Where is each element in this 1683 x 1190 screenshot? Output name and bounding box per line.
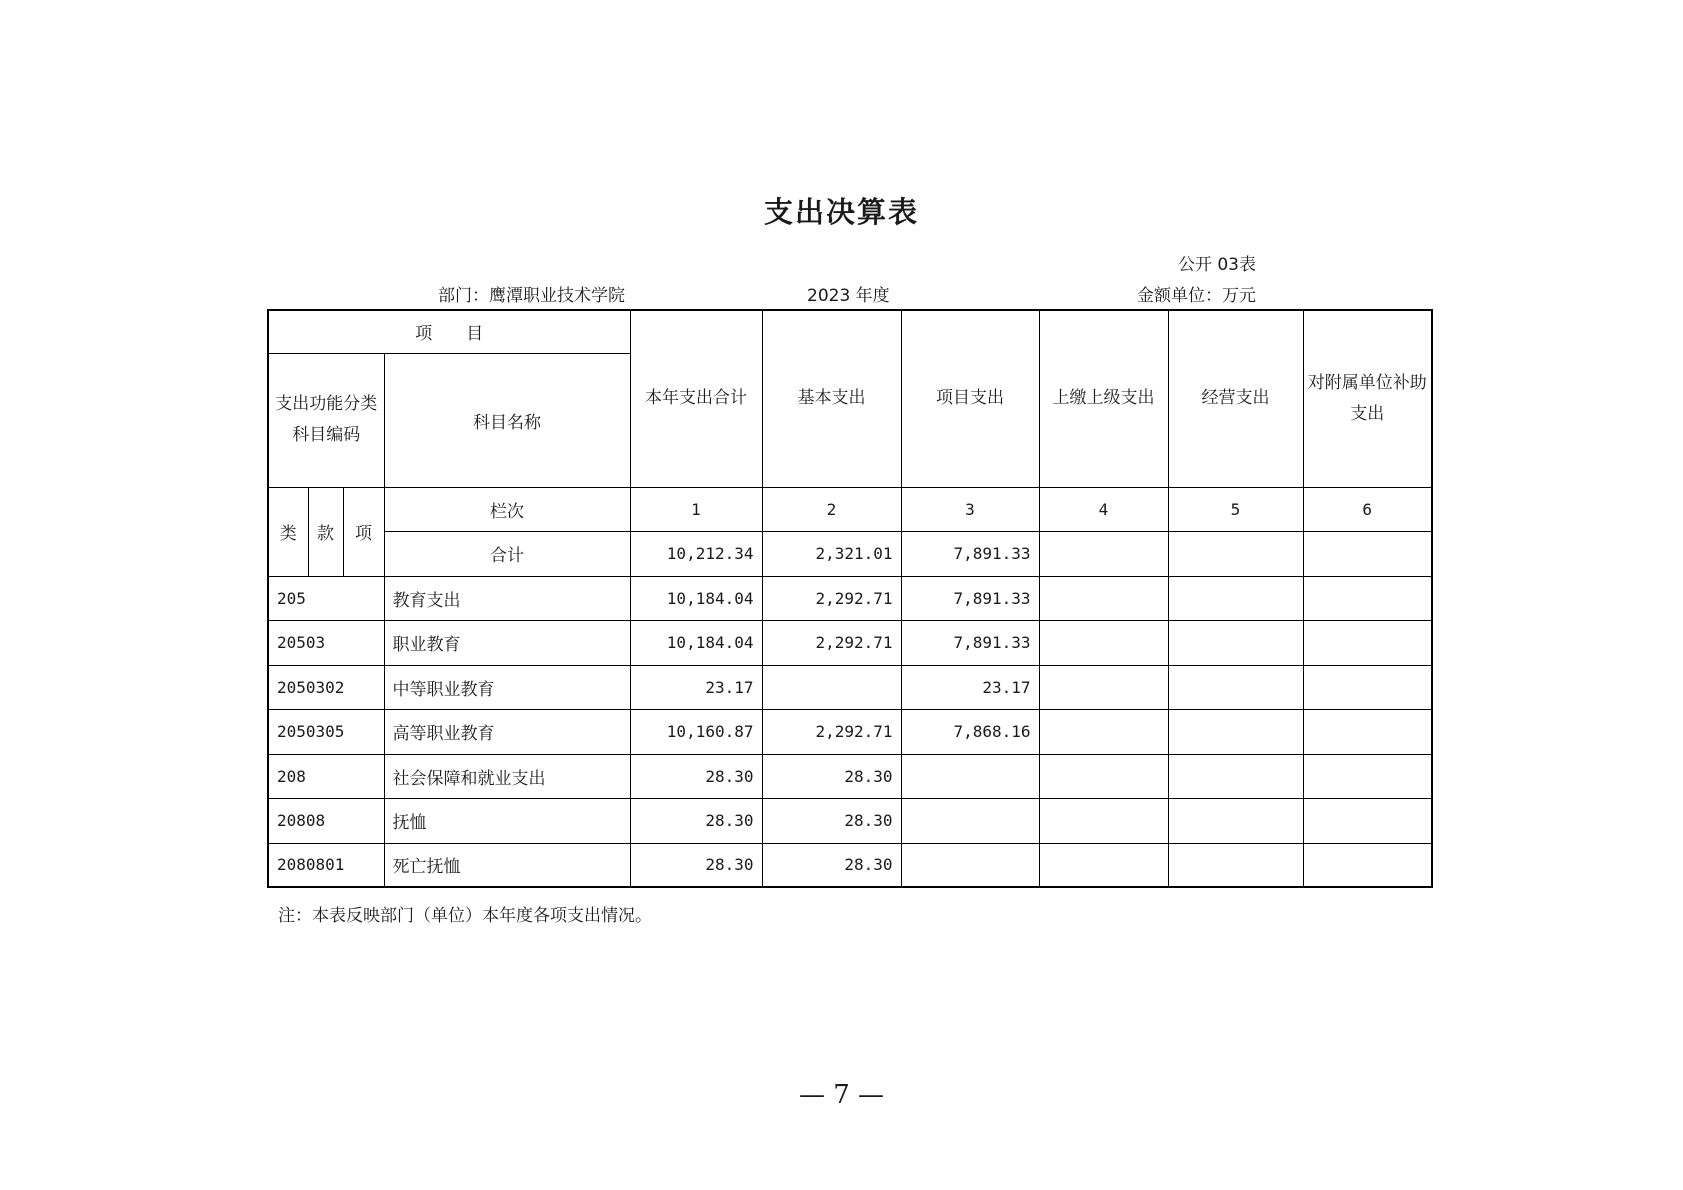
amount-cell: 28.30: [630, 754, 762, 798]
column-header-operating: 经营支出: [1168, 310, 1303, 487]
amount-cell: [1303, 798, 1432, 843]
expenditure-table: [267, 309, 1433, 888]
column-number: 4: [1039, 487, 1168, 531]
total-value: 7,891.33: [901, 531, 1039, 576]
total-row: [268, 531, 1432, 576]
fiscal-year-label: 2023 年度: [807, 286, 890, 306]
subject-code: 20503: [268, 620, 384, 665]
subject-code: 205: [268, 576, 384, 620]
amount-cell: 2,292.71: [762, 620, 901, 665]
subject-name: 职业教育: [384, 620, 630, 665]
amount-cell: [1168, 798, 1303, 843]
page-number: — 7 —: [798, 1080, 885, 1110]
amount-cell: [1039, 754, 1168, 798]
amount-cell: [1039, 843, 1168, 887]
form-number: 公开 03表: [1177, 255, 1256, 275]
column-header-total: 本年支出合计: [630, 310, 762, 487]
subject-code: 2080801: [268, 843, 384, 887]
amount-cell: [1303, 620, 1432, 665]
subject-code: 2050302: [268, 665, 384, 709]
total-value: [1039, 531, 1168, 576]
code-header: 支出功能分类科目编码: [268, 353, 384, 487]
row-index-label: 栏次: [384, 487, 630, 531]
amount-cell: [1039, 576, 1168, 620]
subject-code: 2050305: [268, 709, 384, 754]
amount-cell: [1168, 620, 1303, 665]
amount-cell: 28.30: [630, 843, 762, 887]
amount-cell: 10,184.04: [630, 576, 762, 620]
amount-cell: [1168, 754, 1303, 798]
amount-cell: [1303, 709, 1432, 754]
amount-cell: 2,292.71: [762, 709, 901, 754]
amount-cell: [1039, 709, 1168, 754]
amount-cell: [1039, 665, 1168, 709]
amount-cell: [901, 843, 1039, 887]
amount-cell: [762, 665, 901, 709]
amount-cell: 23.17: [901, 665, 1039, 709]
table-row: [268, 665, 1432, 709]
table-row: [268, 576, 1432, 620]
table-note: 注：本表反映部门（单位）本年度各项支出情况。: [278, 906, 652, 926]
column-header-basic: 基本支出: [762, 310, 901, 487]
amount-cell: 7,868.16: [901, 709, 1039, 754]
amount-cell: [1039, 798, 1168, 843]
amount-cell: 10,184.04: [630, 620, 762, 665]
subject-name: 中等职业教育: [384, 665, 630, 709]
column-header-subsidy: 对附属单位补助支出: [1303, 310, 1432, 487]
sub-code-lei: 类: [268, 487, 308, 576]
column-header-project: 项目支出: [901, 310, 1039, 487]
column-number: 5: [1168, 487, 1303, 531]
amount-cell: [1303, 754, 1432, 798]
amount-unit-label: 金额单位：万元: [1137, 286, 1256, 306]
subject-code: 208: [268, 754, 384, 798]
sub-code-xiang: 项: [343, 487, 384, 576]
total-value: [1303, 531, 1432, 576]
subject-name: 抚恤: [384, 798, 630, 843]
column-number: 3: [901, 487, 1039, 531]
amount-cell: [1168, 843, 1303, 887]
table-row: [268, 620, 1432, 665]
amount-cell: [1303, 576, 1432, 620]
amount-cell: [1168, 576, 1303, 620]
table-row: [268, 843, 1432, 887]
column-number: 6: [1303, 487, 1432, 531]
table-row: [268, 709, 1432, 754]
department-label: 部门：鹰潭职业技术学院: [438, 286, 625, 306]
total-label: 合计: [384, 531, 630, 576]
amount-cell: 28.30: [762, 843, 901, 887]
subject-name: 教育支出: [384, 576, 630, 620]
subject-name: 高等职业教育: [384, 709, 630, 754]
total-value: 10,212.34: [630, 531, 762, 576]
amount-cell: 7,891.33: [901, 620, 1039, 665]
subject-code: 20808: [268, 798, 384, 843]
amount-cell: 2,292.71: [762, 576, 901, 620]
name-header: 科目名称: [384, 353, 630, 487]
amount-cell: [1303, 843, 1432, 887]
amount-cell: [901, 798, 1039, 843]
subject-name: 社会保障和就业支出: [384, 754, 630, 798]
amount-cell: 10,160.87: [630, 709, 762, 754]
amount-cell: [1303, 665, 1432, 709]
table-row: [268, 754, 1432, 798]
column-number: 2: [762, 487, 901, 531]
column-number: 1: [630, 487, 762, 531]
item-group-header: 项 目: [268, 310, 630, 353]
amount-cell: [1039, 620, 1168, 665]
amount-cell: 28.30: [762, 754, 901, 798]
amount-cell: 28.30: [630, 798, 762, 843]
subject-name: 死亡抚恤: [384, 843, 630, 887]
amount-cell: [901, 754, 1039, 798]
total-value: [1168, 531, 1303, 576]
amount-cell: 7,891.33: [901, 576, 1039, 620]
amount-cell: [1168, 709, 1303, 754]
amount-cell: [1168, 665, 1303, 709]
sub-code-kuan: 款: [308, 487, 343, 576]
page-title: 支出决算表: [763, 195, 919, 229]
total-value: 2,321.01: [762, 531, 901, 576]
table-row: [268, 798, 1432, 843]
amount-cell: 23.17: [630, 665, 762, 709]
column-header-remit: 上缴上级支出: [1039, 310, 1168, 487]
amount-cell: 28.30: [762, 798, 901, 843]
